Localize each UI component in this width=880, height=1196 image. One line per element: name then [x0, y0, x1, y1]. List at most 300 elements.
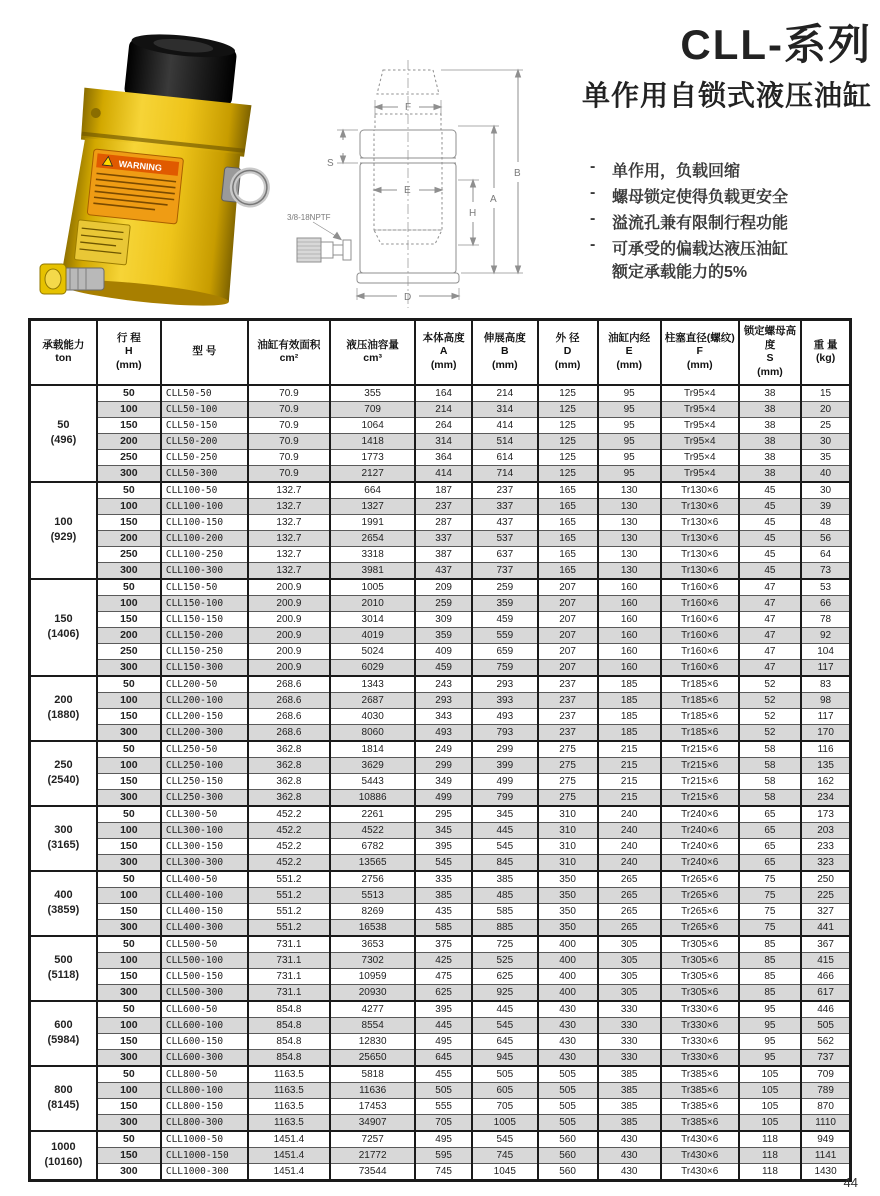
- plunger-dia-f-cell: Tr330×6: [661, 1049, 739, 1066]
- oil-capacity-cell: 2756: [330, 871, 415, 888]
- plunger-dia-f-cell: Tr160×6: [661, 627, 739, 643]
- height-a-cell: 493: [415, 724, 472, 741]
- oil-capacity-cell: 7257: [330, 1131, 415, 1148]
- height-b-cell: 659: [472, 643, 538, 659]
- nut-height-s-cell: 58: [739, 741, 801, 758]
- effective-area-cell: 132.7: [248, 562, 330, 579]
- plunger-dia-f-cell: Tr215×6: [661, 773, 739, 789]
- stroke-cell: 300: [97, 465, 161, 482]
- height-a-cell: 385: [415, 887, 472, 903]
- dim-label-d: D: [404, 292, 412, 303]
- bore-e-cell: 330: [598, 1033, 661, 1049]
- bore-e-cell: 305: [598, 968, 661, 984]
- stroke-cell: 150: [97, 708, 161, 724]
- table-row: [30, 1049, 851, 1066]
- oil-capacity-cell: 3629: [330, 757, 415, 773]
- plunger-dia-f-cell: Tr95×4: [661, 401, 739, 417]
- height-a-cell: 499: [415, 789, 472, 806]
- stroke-cell: 300: [97, 659, 161, 676]
- outer-dia-d-cell: 237: [538, 676, 598, 693]
- table-row: [30, 887, 851, 903]
- effective-area-cell: 551.2: [248, 919, 330, 936]
- model-cell: CLL400-50: [161, 871, 248, 888]
- height-b-cell: 414: [472, 417, 538, 433]
- stroke-cell: 150: [97, 773, 161, 789]
- oil-capacity-cell: 1773: [330, 449, 415, 465]
- height-a-cell: 359: [415, 627, 472, 643]
- stroke-cell: 100: [97, 1082, 161, 1098]
- plunger-dia-f-cell: Tr265×6: [661, 919, 739, 936]
- bore-e-cell: 95: [598, 433, 661, 449]
- nut-height-s-cell: 65: [739, 854, 801, 871]
- effective-area-cell: 1451.4: [248, 1147, 330, 1163]
- model-cell: CLL800-150: [161, 1098, 248, 1114]
- model-cell: CLL50-50: [161, 385, 248, 402]
- weight-cell: 441: [801, 919, 850, 936]
- oil-capacity-cell: 1327: [330, 498, 415, 514]
- outer-dia-d-cell: 125: [538, 417, 598, 433]
- outer-dia-d-cell: 310: [538, 806, 598, 823]
- table-row: [30, 936, 851, 953]
- nut-height-s-cell: 95: [739, 1049, 801, 1066]
- oil-capacity-cell: 5818: [330, 1066, 415, 1083]
- plunger-dia-f-cell: Tr240×6: [661, 806, 739, 823]
- weight-cell: 117: [801, 659, 850, 676]
- bore-e-cell: 330: [598, 1017, 661, 1033]
- height-b-cell: 445: [472, 1001, 538, 1018]
- weight-cell: 562: [801, 1033, 850, 1049]
- bore-e-cell: 160: [598, 659, 661, 676]
- oil-capacity-cell: 5513: [330, 887, 415, 903]
- effective-area-cell: 200.9: [248, 579, 330, 596]
- bore-e-cell: 215: [598, 741, 661, 758]
- oil-capacity-cell: 4019: [330, 627, 415, 643]
- outer-dia-d-cell: 560: [538, 1131, 598, 1148]
- capacity-cell: 250 (2540): [30, 741, 97, 806]
- nut-height-s-cell: 105: [739, 1082, 801, 1098]
- oil-capacity-cell: 34907: [330, 1114, 415, 1131]
- height-b-cell: 1005: [472, 1114, 538, 1131]
- table-row: [30, 498, 851, 514]
- height-a-cell: 335: [415, 871, 472, 888]
- height-b-cell: 437: [472, 514, 538, 530]
- effective-area-cell: 268.6: [248, 724, 330, 741]
- weight-cell: 446: [801, 1001, 850, 1018]
- bore-e-cell: 160: [598, 611, 661, 627]
- plunger-dia-f-cell: Tr265×6: [661, 887, 739, 903]
- oil-capacity-cell: 1814: [330, 741, 415, 758]
- dim-label-a: A: [490, 194, 497, 205]
- height-a-cell: 287: [415, 514, 472, 530]
- weight-cell: 949: [801, 1131, 850, 1148]
- product-photo: [28, 22, 293, 314]
- effective-area-cell: 268.6: [248, 676, 330, 693]
- oil-capacity-cell: 3014: [330, 611, 415, 627]
- height-b-cell: 505: [472, 1066, 538, 1083]
- outer-dia-d-cell: 207: [538, 627, 598, 643]
- nut-height-s-cell: 105: [739, 1066, 801, 1083]
- model-plate: [74, 220, 130, 265]
- height-b-cell: 237: [472, 482, 538, 499]
- height-a-cell: 309: [415, 611, 472, 627]
- model-cell: CLL100-100: [161, 498, 248, 514]
- height-a-cell: 337: [415, 530, 472, 546]
- height-b-cell: 337: [472, 498, 538, 514]
- nut-height-s-cell: 65: [739, 822, 801, 838]
- model-cell: CLL400-100: [161, 887, 248, 903]
- height-a-cell: 645: [415, 1049, 472, 1066]
- height-b-cell: 645: [472, 1033, 538, 1049]
- weight-cell: 78: [801, 611, 850, 627]
- weight-cell: 20: [801, 401, 850, 417]
- table-row: [30, 595, 851, 611]
- model-cell: CLL150-50: [161, 579, 248, 596]
- stroke-cell: 250: [97, 643, 161, 659]
- height-b-cell: 585: [472, 903, 538, 919]
- capacity-cell: 800 (8145): [30, 1066, 97, 1131]
- height-a-cell: 237: [415, 498, 472, 514]
- model-cell: CLL300-300: [161, 854, 248, 871]
- bore-e-cell: 95: [598, 417, 661, 433]
- table-row: [30, 611, 851, 627]
- height-b-cell: 1045: [472, 1163, 538, 1180]
- stroke-cell: 50: [97, 482, 161, 499]
- effective-area-cell: 70.9: [248, 449, 330, 465]
- outer-dia-d-cell: 207: [538, 659, 598, 676]
- outer-dia-d-cell: 400: [538, 952, 598, 968]
- table-row: [30, 952, 851, 968]
- bore-e-cell: 130: [598, 482, 661, 499]
- table-row: [30, 741, 851, 758]
- oil-capacity-cell: 73544: [330, 1163, 415, 1180]
- outer-dia-d-cell: 165: [538, 546, 598, 562]
- nut-height-s-cell: 47: [739, 659, 801, 676]
- oil-capacity-cell: 1064: [330, 417, 415, 433]
- plunger-dia-f-cell: Tr385×6: [661, 1082, 739, 1098]
- stroke-cell: 100: [97, 401, 161, 417]
- oil-capacity-cell: 10886: [330, 789, 415, 806]
- feature-item: - 溢流孔兼有限制行程功能: [588, 210, 878, 233]
- plunger-dia-f-cell: Tr240×6: [661, 838, 739, 854]
- model-cell: CLL500-50: [161, 936, 248, 953]
- plunger-dia-f-cell: Tr95×4: [661, 465, 739, 482]
- outer-dia-d-cell: 207: [538, 611, 598, 627]
- table-row: [30, 854, 851, 871]
- weight-cell: 64: [801, 546, 850, 562]
- outer-dia-d-cell: 125: [538, 465, 598, 482]
- effective-area-cell: 1163.5: [248, 1082, 330, 1098]
- model-cell: CLL300-50: [161, 806, 248, 823]
- height-b-cell: 725: [472, 936, 538, 953]
- plunger-dia-f-cell: Tr240×6: [661, 854, 739, 871]
- height-b-cell: 945: [472, 1049, 538, 1066]
- height-b-cell: 537: [472, 530, 538, 546]
- height-a-cell: 705: [415, 1114, 472, 1131]
- height-b-cell: 545: [472, 1017, 538, 1033]
- height-a-cell: 425: [415, 952, 472, 968]
- page-title: CLL-系列: [680, 21, 872, 68]
- height-a-cell: 745: [415, 1163, 472, 1180]
- table-row: [30, 401, 851, 417]
- plunger-dia-f-cell: Tr215×6: [661, 741, 739, 758]
- weight-cell: 1141: [801, 1147, 850, 1163]
- outer-dia-d-cell: 125: [538, 401, 598, 417]
- spec-table: [28, 318, 852, 1182]
- bore-e-cell: 430: [598, 1163, 661, 1180]
- height-a-cell: 459: [415, 659, 472, 676]
- plunger-dia-f-cell: Tr185×6: [661, 708, 739, 724]
- outer-dia-d-cell: 350: [538, 887, 598, 903]
- stroke-cell: 150: [97, 611, 161, 627]
- stroke-cell: 150: [97, 417, 161, 433]
- bore-e-cell: 430: [598, 1131, 661, 1148]
- oil-capacity-cell: 25650: [330, 1049, 415, 1066]
- stroke-cell: 300: [97, 854, 161, 871]
- stroke-cell: 50: [97, 741, 161, 758]
- oil-capacity-cell: 1418: [330, 433, 415, 449]
- plunger-dia-f-cell: Tr305×6: [661, 984, 739, 1001]
- nut-height-s-cell: 65: [739, 838, 801, 854]
- bore-e-cell: 185: [598, 724, 661, 741]
- nut-height-s-cell: 52: [739, 676, 801, 693]
- model-cell: CLL250-100: [161, 757, 248, 773]
- bore-e-cell: 430: [598, 1147, 661, 1163]
- table-row: [30, 1033, 851, 1049]
- oil-capacity-cell: 11636: [330, 1082, 415, 1098]
- spec-table-wrap: [28, 318, 852, 1182]
- table-row: [30, 692, 851, 708]
- stroke-cell: 300: [97, 724, 161, 741]
- height-b-cell: 445: [472, 822, 538, 838]
- plunger-dia-f-cell: Tr160×6: [661, 595, 739, 611]
- effective-area-cell: 132.7: [248, 514, 330, 530]
- bore-e-cell: 305: [598, 952, 661, 968]
- model-cell: CLL100-300: [161, 562, 248, 579]
- height-a-cell: 495: [415, 1131, 472, 1148]
- height-a-cell: 595: [415, 1147, 472, 1163]
- height-b-cell: 799: [472, 789, 538, 806]
- model-cell: CLL500-100: [161, 952, 248, 968]
- outer-dia-d-cell: 165: [538, 514, 598, 530]
- height-a-cell: 495: [415, 1033, 472, 1049]
- bore-e-cell: 330: [598, 1049, 661, 1066]
- model-cell: CLL50-300: [161, 465, 248, 482]
- height-b-cell: 925: [472, 984, 538, 1001]
- nut-height-s-cell: 105: [739, 1114, 801, 1131]
- effective-area-cell: 452.2: [248, 822, 330, 838]
- outer-dia-d-cell: 430: [538, 1017, 598, 1033]
- feature-item: - 螺母锁定使得负载更安全: [588, 184, 878, 207]
- outer-dia-d-cell: 207: [538, 595, 598, 611]
- stroke-cell: 50: [97, 676, 161, 693]
- effective-area-cell: 854.8: [248, 1033, 330, 1049]
- table-row: [30, 1147, 851, 1163]
- height-a-cell: 455: [415, 1066, 472, 1083]
- plunger-dia-f-cell: Tr130×6: [661, 546, 739, 562]
- height-a-cell: 475: [415, 968, 472, 984]
- height-b-cell: 214: [472, 385, 538, 402]
- model-cell: CLL250-150: [161, 773, 248, 789]
- effective-area-cell: 731.1: [248, 984, 330, 1001]
- table-row: [30, 968, 851, 984]
- plunger-dia-f-cell: Tr160×6: [661, 659, 739, 676]
- height-b-cell: 637: [472, 546, 538, 562]
- weight-cell: 30: [801, 433, 850, 449]
- plunger-dia-f-cell: Tr185×6: [661, 724, 739, 741]
- model-cell: CLL1000-50: [161, 1131, 248, 1148]
- height-b-cell: 514: [472, 433, 538, 449]
- effective-area-cell: 70.9: [248, 465, 330, 482]
- stroke-cell: 200: [97, 433, 161, 449]
- weight-cell: 35: [801, 449, 850, 465]
- effective-area-cell: 1163.5: [248, 1114, 330, 1131]
- nut-height-s-cell: 45: [739, 482, 801, 499]
- height-a-cell: 187: [415, 482, 472, 499]
- effective-area-cell: 132.7: [248, 546, 330, 562]
- model-cell: CLL400-300: [161, 919, 248, 936]
- model-cell: CLL100-50: [161, 482, 248, 499]
- stroke-cell: 100: [97, 887, 161, 903]
- model-cell: CLL300-150: [161, 838, 248, 854]
- stroke-cell: 50: [97, 806, 161, 823]
- stroke-cell: 150: [97, 903, 161, 919]
- nut-height-s-cell: 118: [739, 1131, 801, 1148]
- page-header-section: [0, 0, 880, 318]
- oil-capacity-cell: 1005: [330, 579, 415, 596]
- stroke-cell: 300: [97, 562, 161, 579]
- weight-cell: 225: [801, 887, 850, 903]
- capacity-cell: 600 (5984): [30, 1001, 97, 1066]
- height-a-cell: 409: [415, 643, 472, 659]
- model-cell: CLL200-100: [161, 692, 248, 708]
- weight-cell: 617: [801, 984, 850, 1001]
- height-b-cell: 499: [472, 773, 538, 789]
- column-header: 本体高度 A (mm): [415, 320, 472, 385]
- nut-height-s-cell: 118: [739, 1147, 801, 1163]
- stroke-cell: 300: [97, 984, 161, 1001]
- column-header: 液压油容量 cm³: [330, 320, 415, 385]
- table-row: [30, 1017, 851, 1033]
- table-row: [30, 433, 851, 449]
- nut-height-s-cell: 52: [739, 724, 801, 741]
- table-row: [30, 579, 851, 596]
- column-header: 油缸有效面积 cm²: [248, 320, 330, 385]
- outer-dia-d-cell: 430: [538, 1001, 598, 1018]
- height-b-cell: 293: [472, 676, 538, 693]
- bore-e-cell: 130: [598, 546, 661, 562]
- stroke-cell: 50: [97, 871, 161, 888]
- weight-cell: 98: [801, 692, 850, 708]
- column-header: 行 程 H (mm): [97, 320, 161, 385]
- effective-area-cell: 200.9: [248, 659, 330, 676]
- height-a-cell: 264: [415, 417, 472, 433]
- table-row: [30, 482, 851, 499]
- effective-area-cell: 551.2: [248, 871, 330, 888]
- table-row: [30, 676, 851, 693]
- column-header: 柱塞直径(螺纹) F (mm): [661, 320, 739, 385]
- nut-height-s-cell: 38: [739, 401, 801, 417]
- column-header: 油缸内经 E (mm): [598, 320, 661, 385]
- outer-dia-d-cell: 125: [538, 449, 598, 465]
- bore-e-cell: 240: [598, 838, 661, 854]
- bore-e-cell: 185: [598, 708, 661, 724]
- effective-area-cell: 362.8: [248, 757, 330, 773]
- effective-area-cell: 70.9: [248, 433, 330, 449]
- bore-e-cell: 385: [598, 1114, 661, 1131]
- plunger-dia-f-cell: Tr385×6: [661, 1114, 739, 1131]
- height-a-cell: 249: [415, 741, 472, 758]
- height-a-cell: 343: [415, 708, 472, 724]
- stroke-cell: 100: [97, 1017, 161, 1033]
- height-b-cell: 259: [472, 579, 538, 596]
- capacity-cell: 150 (1406): [30, 579, 97, 676]
- effective-area-cell: 200.9: [248, 627, 330, 643]
- bore-e-cell: 240: [598, 822, 661, 838]
- table-header-row: [30, 320, 851, 385]
- nut-height-s-cell: 47: [739, 627, 801, 643]
- table-row: [30, 1066, 851, 1083]
- nut-height-s-cell: 45: [739, 498, 801, 514]
- nut-height-s-cell: 85: [739, 936, 801, 953]
- nut-height-s-cell: 58: [739, 773, 801, 789]
- table-row: [30, 627, 851, 643]
- oil-capacity-cell: 709: [330, 401, 415, 417]
- height-b-cell: 559: [472, 627, 538, 643]
- nut-height-s-cell: 45: [739, 546, 801, 562]
- effective-area-cell: 132.7: [248, 530, 330, 546]
- outer-dia-d-cell: 310: [538, 822, 598, 838]
- model-cell: CLL800-50: [161, 1066, 248, 1083]
- height-b-cell: 345: [472, 806, 538, 823]
- weight-cell: 327: [801, 903, 850, 919]
- oil-capacity-cell: 3653: [330, 936, 415, 953]
- oil-capacity-cell: 5024: [330, 643, 415, 659]
- weight-cell: 323: [801, 854, 850, 871]
- plunger-dia-f-cell: Tr430×6: [661, 1147, 739, 1163]
- oil-capacity-cell: 13565: [330, 854, 415, 871]
- height-b-cell: 759: [472, 659, 538, 676]
- nut-height-s-cell: 45: [739, 530, 801, 546]
- oil-capacity-cell: 16538: [330, 919, 415, 936]
- table-row: [30, 708, 851, 724]
- coupler-fitting: [40, 264, 104, 294]
- handle: [221, 167, 268, 206]
- table-row: [30, 659, 851, 676]
- weight-cell: 92: [801, 627, 850, 643]
- effective-area-cell: 132.7: [248, 482, 330, 499]
- oil-capacity-cell: 664: [330, 482, 415, 499]
- model-cell: CLL250-300: [161, 789, 248, 806]
- weight-cell: 415: [801, 952, 850, 968]
- outer-dia-d-cell: 125: [538, 385, 598, 402]
- effective-area-cell: 70.9: [248, 401, 330, 417]
- weight-cell: 737: [801, 1049, 850, 1066]
- plunger-dia-f-cell: Tr330×6: [661, 1001, 739, 1018]
- oil-capacity-cell: 4277: [330, 1001, 415, 1018]
- bore-e-cell: 265: [598, 871, 661, 888]
- table-body: [30, 385, 851, 1181]
- outer-dia-d-cell: 275: [538, 773, 598, 789]
- nut-height-s-cell: 75: [739, 871, 801, 888]
- oil-capacity-cell: 2127: [330, 465, 415, 482]
- weight-cell: 25: [801, 417, 850, 433]
- model-cell: CLL50-200: [161, 433, 248, 449]
- plunger-dia-f-cell: Tr95×4: [661, 385, 739, 402]
- effective-area-cell: 452.2: [248, 854, 330, 871]
- table-row: [30, 1082, 851, 1098]
- stroke-cell: 50: [97, 579, 161, 596]
- effective-area-cell: 452.2: [248, 838, 330, 854]
